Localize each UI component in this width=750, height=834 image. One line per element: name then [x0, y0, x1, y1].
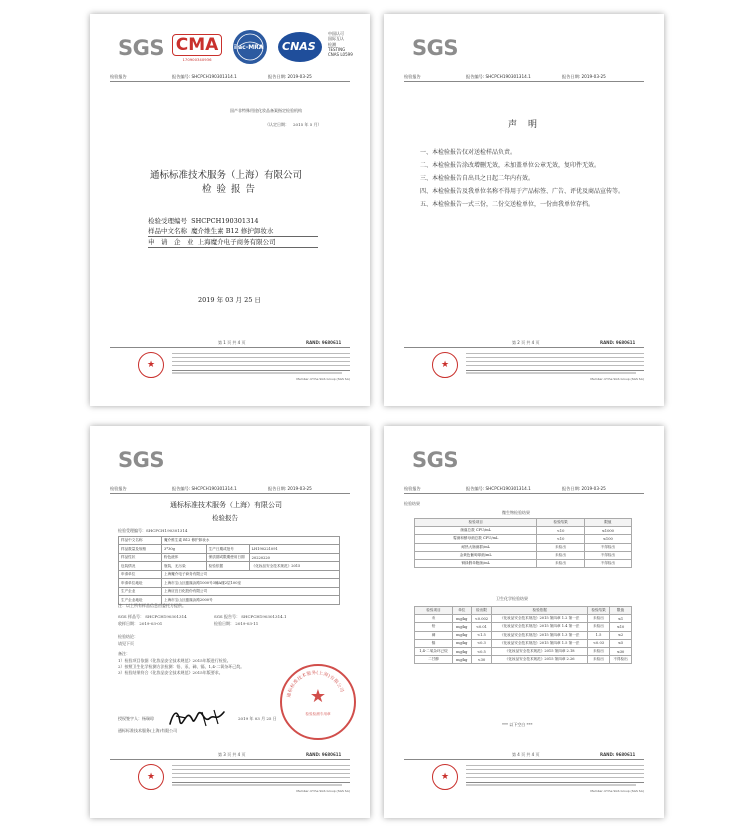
table-cell: 1.5 [588, 631, 610, 639]
table-cell: <1.5 [471, 631, 492, 639]
table-cell: 未检出 [537, 559, 584, 567]
table-cell: ≤5 [610, 639, 632, 647]
info-note: 注：以上所有样品信息由委托方提供。 [118, 603, 186, 608]
table-cell: mg/kg [452, 631, 471, 639]
rand-code: RAND: 9680611 [600, 752, 636, 757]
table-cell: 生产企业地址 [119, 596, 162, 604]
table-cell: mg/kg [452, 647, 471, 655]
table-row [415, 639, 632, 647]
table-cell: 不得检出 [584, 543, 631, 551]
table-cell: 样品性状 [119, 553, 162, 561]
authority-text: 国产非特殊用途化妆品备案指定检验机构 [230, 108, 302, 113]
declaration-item: 五、本检验报告一式三份，二份交送检单位，一份由我单位存档。 [420, 201, 595, 209]
table-row [119, 570, 340, 578]
table-cell: 未检出 [537, 543, 584, 551]
declaration-item: 三、本检验报告自出具之日起二年内有效。 [420, 175, 535, 183]
table-row [119, 545, 340, 553]
column-header: 检出限 [471, 607, 492, 615]
table-cell: 上海应宜日化股份有限公司 [162, 587, 340, 595]
table-cell: 申请单位地址 [119, 579, 162, 587]
declaration-item: 四、本检验报告及我单位名称不得用于产品标签、广告、评优及商品宣传等。 [420, 188, 625, 196]
member-note: Member of the SGS Group (SGS SA) [590, 789, 644, 793]
rand-code: RAND: 9680611 [306, 340, 342, 345]
table-row [119, 579, 340, 587]
end-marker: *** 以下空白 *** [502, 722, 533, 727]
sgs-logo: SGS [118, 448, 164, 472]
table-cell: <0.5 [471, 647, 492, 655]
accept-number: 检验受理编号：SHCPCH190301314 [118, 528, 188, 533]
table-cell: 上海魔介电子商务有限公司 [162, 570, 340, 578]
field-accept-no: 检验受理编号 SHCPCH190301314 [148, 217, 259, 225]
declaration-title: 声 明 [508, 120, 539, 130]
table-row [415, 623, 632, 631]
table-cell: <0.3 [471, 639, 492, 647]
cma-number: 170900340936 [182, 57, 212, 62]
table-cell: ≤10 [610, 623, 632, 631]
table-row [415, 535, 632, 543]
report-page-declaration: SGS 检验报告 报告编号: SHCPCH190301314.1 报告日期: 2019-03-25 声 明 一、本检验报告仅对送检样品负责。 二、本检验报告涂改增删无效，未加盖单位公章无效，复印件无效。 三、本检验报告自出具之日起二年内有效。 四、本检验报告及我单位名称不得用于产品标签、广告、评优及商品宣传等。 五、本检验报告一式三份，二份交送检单位，一份由我单位存档。 第 2 页 共 4 页 RAND: 9680611 ★ Member of the SGS Group (SGS SA) [384, 14, 664, 406]
table-cell: 未检出 [588, 623, 610, 631]
table-cell: 金黄色葡萄球菌/mL [415, 551, 537, 559]
member-note: Member of the SGS Group (SGS SA) [590, 377, 644, 381]
authority-date: （认定日期： 2015 年 5 月） [265, 122, 322, 127]
column-header: 检验结果 [537, 519, 584, 527]
chem-results-table [414, 606, 632, 664]
table-cell: 《化妆品安全技术规范》2015 第四章 2.26 [492, 656, 588, 664]
table-row [415, 559, 632, 567]
table-cell: ≤100 [584, 535, 631, 543]
table-row [415, 656, 632, 664]
column-header: 限值 [584, 519, 631, 527]
table-cell: LH190221091 [249, 545, 339, 553]
report-title: 检 验 报 告 [202, 184, 257, 195]
table-row [119, 537, 340, 545]
ilac-label: ilac-MRA [234, 44, 264, 51]
table-cell: 粉色液体 [162, 553, 207, 561]
signature [166, 706, 230, 730]
table-cell: 未检出 [588, 647, 610, 655]
column-header: 检验结果 [588, 607, 610, 615]
table-cell: 耐热大肠菌群/mL [415, 543, 537, 551]
cover-date: 2019 年 03 月 25 日 [198, 296, 261, 304]
cma-mark: CMA [172, 34, 223, 56]
table-cell: 未检出 [537, 551, 584, 559]
table-cell: <30 [471, 656, 492, 664]
table-cell: 保质期或限期使用日期 [206, 553, 249, 561]
column-header: 检验项目 [415, 607, 453, 615]
column-header: 检验项目 [415, 519, 537, 527]
table-row [415, 631, 632, 639]
rand-code: RAND: 9680611 [306, 752, 342, 757]
table-cell: 生产企业 [119, 587, 162, 595]
table-cell: 铜绿假单胞菌/mL [415, 559, 537, 567]
page-number: 第 1 页 共 4 页 [218, 340, 246, 345]
page-number: 第 2 页 共 4 页 [512, 340, 540, 345]
company-title: 通标标准技术服务（上海）有限公司 [150, 170, 303, 181]
report-title: 检验报告 [212, 514, 238, 522]
table-cell: 砷 [415, 631, 453, 639]
table-cell: 魔介维生素 B12 修护卸妆水 [162, 537, 340, 545]
table-cell: 检验依据 [206, 562, 249, 570]
table-cell: <10 [537, 527, 584, 535]
svg-text:通标标准技术服务(上海)有限公司 [285, 669, 346, 698]
report-page-cover: SGS CMA 170900340936 ilac-MRA CNAS 中国认可 国际互认 检测 TESTING CNAS L0599 检验报告 报告编号: SHCPCH190301314.1 报告日期: 2019-03-25 国产非特殊用途化妆品备案指定检验机构 （认定日期： 2015 年 5 月） 通标标准技术服务（上海）有限公司 检 验 报 告 检验受理编号 SHCPCH190301314 样品中文名称 魔介维生素 B12 修护卸妆水 申 请 企 业 上海魔介电子商务有限公司 2019 年 03 月 25 日 第 1 页 共 4 页 RAND: 9680611 ★ Member of the SGS Group (SGS SA) [90, 14, 370, 406]
sgs-seal-icon: ★ [432, 764, 458, 790]
table-cell: 镉 [415, 639, 453, 647]
table-cell: 铅 [415, 623, 453, 631]
ilac-logo [230, 28, 270, 66]
sgs-logo: SGS [412, 36, 458, 60]
table-cell: 样品中文名称 [119, 537, 162, 545]
cma-logo [176, 30, 218, 66]
table-cell: 未检出 [588, 656, 610, 664]
table-cell: 上海市宝山区蕴藻浜路2000号 [162, 596, 340, 604]
table-cell: 《化妆品安全技术规范》2015 第四章 2.18 [492, 647, 588, 655]
table-cell: ≤1000 [584, 527, 631, 535]
table-cell: 瓶装，无污染 [162, 562, 207, 570]
table-row [415, 647, 632, 655]
table-cell: 菌落总数 CFU/mL [415, 527, 537, 535]
table-cell: 《化妆品安全技术规范》2015 第四章 1.2 第一法 [492, 615, 588, 623]
column-header: 单位 [452, 607, 471, 615]
seal-subtitle: 检验检测专用章 [305, 711, 331, 716]
page-number: 第 4 页 共 4 页 [512, 752, 540, 757]
table-cell: 包装情况 [119, 562, 162, 570]
table-cell: <0.01 [471, 623, 492, 631]
table-cell: 汞 [415, 615, 453, 623]
sgs-logo: SGS [412, 448, 458, 472]
table-cell: <0.03 [588, 639, 610, 647]
table-row [119, 553, 340, 561]
cover-fields [148, 216, 318, 248]
cnas-logo [276, 29, 324, 65]
authorizer: 授权签字人：杨瑞琼 [118, 716, 154, 721]
table-cell: ≤1 [610, 615, 632, 623]
table-cell: mg/kg [452, 656, 471, 664]
member-note: Member of the SGS Group (SGS SA) [296, 789, 350, 793]
report-page-results: SGS 检验报告 报告编号: SHCPCH190301314.1 报告日期: 2019-03-25 检验结果 微生物检验结果 检验项目 检验结果 限值 菌落总数 CFU/mL <10 ≤1000 霉菌和酵母菌总数 CFU/mL <10 ≤100 耐热大肠菌群/mL 未检出 不得检出 金黄色葡萄球菌/mL 未检出 不得检出 铜绿假单胞菌/mL 未检出 不得检出 卫生化学检验结果 检验项目 单位 检出限 检验依据 检验结果 限值 汞 mg/kg <0.002 《化妆品安全技术规范》2015 第四章 1.2 第一法 未检出 ≤1 铅 mg/kg <0.01 《化妆品安全技术规范》2015 第四章 1.4 第一法 未检出 ≤10 砷 mg/kg <1.5 《化妆品安全技术规范》2015 第四章 1.3 第一法 1.5 ≤2 镉 mg/kg <0.3 《化妆品安全技术规范》2015 第四章 1.5 第一法 <0.03 ≤5 1,4-二氧杂环己烷 mg/kg <0.5 《化妆品安全技术规范》2015 第四章 2.18 未检出 ≤30 二甘醇 mg/kg <30 《化妆品安全技术规范》2015 第四章 2.26 未检出 不得检出 *** 以下空白 *** 第 4 页 共 4 页 RAND: 9680611 ★ Member of the SGS Group (SGS SA) [384, 426, 664, 818]
conclusion-label: 检验结论： [118, 634, 138, 639]
table-cell: 不得检出 [584, 559, 631, 567]
table-cell: 3*30g [162, 545, 207, 553]
seal-company: 通标标准技术服务(上海)有限公司 [287, 670, 344, 699]
declaration-list [420, 147, 635, 211]
remarks-label: 备注： [118, 651, 130, 656]
issue-date: 2019 年 03 月 25 日 [238, 716, 277, 721]
official-seal [280, 664, 356, 740]
table-cell: 未检出 [588, 615, 610, 623]
field-sample-name: 样品中文名称 魔介维生素 B12 修护卸妆水 [148, 226, 318, 237]
table-cell: 霉菌和酵母菌总数 CFU/mL [415, 535, 537, 543]
table-cell: 样品数量及规格 [119, 545, 162, 553]
table-cell: 《化妆品安全技术规范》2015 [249, 562, 339, 570]
table-cell: mg/kg [452, 623, 471, 631]
table-cell: 20220220 [249, 553, 339, 561]
column-header: 检验依据 [492, 607, 588, 615]
rand-code: RAND: 9680611 [600, 340, 636, 345]
member-note: Member of the SGS Group (SGS SA) [296, 377, 350, 381]
report-company: 通标标准技术服务（上海）有限公司 [170, 501, 282, 509]
table-cell: <0.002 [471, 615, 492, 623]
table-cell: 申请单位 [119, 570, 162, 578]
table-row [119, 562, 340, 570]
declaration-item: 二、本检验报告涂改增删无效，未加盖单位公章无效，复印件无效。 [420, 162, 601, 170]
sgs-seal-icon: ★ [138, 352, 164, 378]
page-number: 第 3 页 共 4 页 [218, 752, 246, 757]
table-row [119, 587, 340, 595]
table-cell: 1,4-二氧杂环己烷 [415, 647, 453, 655]
declaration-item: 一、本检验报告仅对送检样品负责。 [420, 149, 517, 156]
table-row [415, 543, 632, 551]
table-cell: mg/kg [452, 639, 471, 647]
table-cell: ≤30 [610, 647, 632, 655]
table-row [415, 615, 632, 623]
sgs-seal-icon: ★ [432, 352, 458, 378]
cnas-text: 中国认可 国际互认 检测 TESTING CNAS L0599 [328, 31, 353, 58]
micro-results-table [414, 518, 632, 568]
column-header: 限值 [610, 607, 632, 615]
conclusion-value: 请见下页 [118, 641, 134, 646]
table-cell: mg/kg [452, 615, 471, 623]
chem-title: 卫生化学检验结果 [496, 596, 528, 601]
table-row [415, 551, 632, 559]
sgs-logo: SGS [118, 36, 164, 60]
table-cell: <10 [537, 535, 584, 543]
table-cell: 不得检出 [610, 656, 632, 664]
table-cell: 《化妆品安全技术规范》2015 第四章 1.4 第一法 [492, 623, 588, 631]
table-cell: 《化妆品安全技术规范》2015 第四章 1.3 第一法 [492, 631, 588, 639]
field-applicant: 申 请 企 业 上海魔介电子商务有限公司 [148, 237, 318, 248]
table-cell: 《化妆品安全技术规范》2015 第四章 1.5 第一法 [492, 639, 588, 647]
company-footer: 通标标准技术服务(上海)有限公司 [118, 728, 178, 733]
table-cell: 上海市宝山区蕴藻浜路1000号3幢A楼2层100室 [162, 579, 340, 587]
report-page-details: SGS 检验报告 报告编号: SHCPCH190301314.1 报告日期: 2019-03-25 通标标准技术服务（上海）有限公司 检验报告 检验受理编号：SHCPCH190301314 样品中文名称 魔介维生素 B12 修护卸妆水 样品数量及规格 3*30g 生产日期或批号 LH190221091 样品性状 粉色液体 保质期或限期使用日期 20220220 包装情况 瓶装，无污染 检验依据 《化妆品安全技术规范》2015 申请单位 上海魔介电子商务有限公司 申请单位地址 上海市宝山区蕴藻浜路1000号3幢A楼2层100室 生产企业 上海应宜日化股份有限公司 生产企业地址 上海市宝山区蕴藻浜路2000号 注：以上所有样品信息由委托方提供。 SGS 样品号： SHCPCH190301314 收样日期： 2019-03-01 SGS 报告号： SHCPCH190301314.1 检验日期： 2019-03-11 检验结论： 请见下页 备注： 1）检验项目依据《化妆品安全技术规范》2015年版进行检验。 2）按照卫生化学检测方法检测：铅、汞、砷、镉、1,4-二氧杂环己烷。 3）检验结果符合《化妆品安全技术规范》2015年版要求。 通标标准技术服务(上海)有限公司 ★ 检验检测专用章 授权签字人：杨瑞琼 2019 年 03 月 25 日 通标标准技术服务(上海)有限公司 第 3 页 共 4 页 RAND: 9680611 ★ Member of the SGS Group (SGS SA) [90, 426, 370, 818]
table-cell: 二甘醇 [415, 656, 453, 664]
report-meta: SGS 报告号： SHCPCH190301314.1 检验日期： 2019-03-11 [214, 614, 287, 626]
sample-info-table [118, 536, 340, 605]
table-cell: 不得检出 [584, 551, 631, 559]
table-row [415, 527, 632, 535]
sgs-seal-icon: ★ [138, 764, 164, 790]
table-cell: ≤2 [610, 631, 632, 639]
sample-meta: SGS 样品号： SHCPCH190301314 收样日期： 2019-03-01 [118, 614, 187, 626]
results-label: 检验结果 [404, 501, 420, 506]
seal-star-icon: ★ [309, 685, 327, 707]
cnas-label: CNAS [282, 40, 316, 53]
remarks-list: 1）检验项目依据《化妆品安全技术规范》2015年版进行检验。 2）按照卫生化学检测方法检测：铅、汞、砷、镉、1,4-二氧杂环己烷。 3）检验结果符合《化妆品安全技术规范》2015年版要求。 [118, 658, 245, 675]
micro-title: 微生物检验结果 [502, 510, 530, 515]
table-cell: 生产日期或批号 [206, 545, 249, 553]
